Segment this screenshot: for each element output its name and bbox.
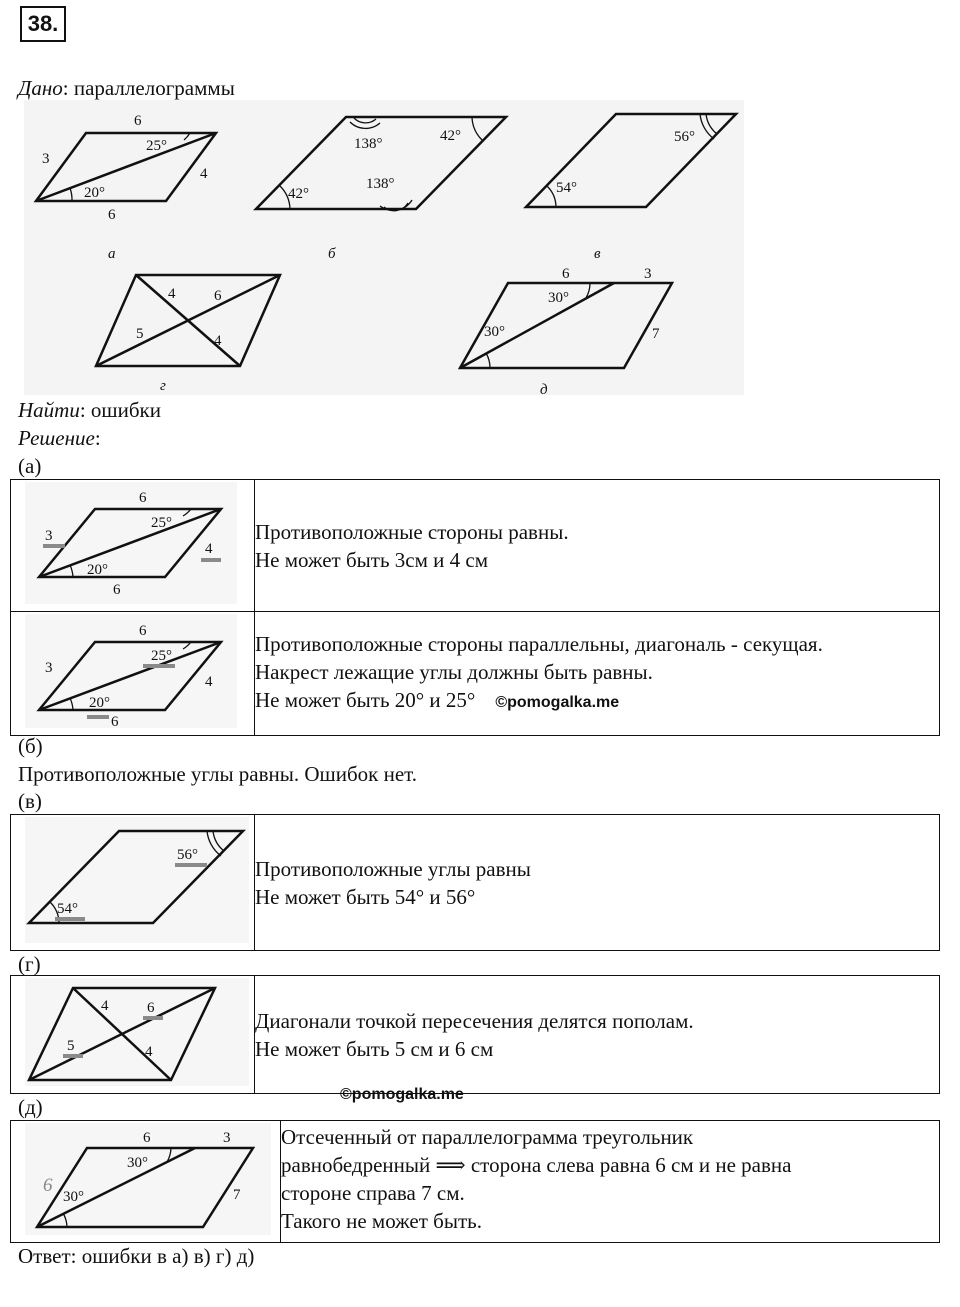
text-line: Не может быть 54° и 56° [255,884,476,909]
fig-a-angle-top: 25° [146,138,167,154]
find-text: : ошибки [79,398,161,422]
fig-a-left: 3 [42,151,50,167]
d-angle-left: 30° [63,1189,84,1205]
table-figure-cell [11,815,255,951]
table-text-cell [255,480,940,612]
part-b-label: (б) [18,734,43,758]
a2-angle-top: 25° [151,648,172,664]
table-row [11,1121,940,1243]
table-figure-cell [11,612,255,736]
fig-v-caption: в [594,246,601,262]
highlight-mark [55,917,85,921]
fig-g-seg-4: 4 [214,333,222,349]
figure-a-angles [11,612,254,730]
table-figure-cell [11,480,255,612]
text-line: Не может быть 5 см и 6 см [255,1036,494,1061]
fig-d-top-2: 3 [644,266,652,282]
solution-line [18,424,101,452]
fig-g-caption: г [160,378,166,394]
fig-g-seg-3: 5 [136,326,144,342]
highlight-mark [63,1054,83,1058]
a2-angle-bottom: 20° [89,695,110,711]
d-top-2: 3 [223,1130,231,1146]
highlight-mark [201,558,221,562]
table-row [11,815,940,951]
table-row [11,976,940,1094]
text-line: Диагонали точкой пересечения делятся пополам. [255,1008,694,1033]
text-line: Отсеченный от параллелограмма треугольник [281,1125,694,1149]
highlight-mark [143,1016,163,1020]
text-line: стороне справа 7 см. [281,1181,465,1205]
table-figure-cell [11,1121,281,1243]
fig-b-caption: б [328,246,336,262]
d-top-1: 6 [143,1130,151,1146]
fig-a-caption: а [108,246,116,262]
fig-d-angle-left: 30° [484,324,505,340]
figure-v-table [11,815,254,945]
fig-b-angle-4: 138° [366,176,395,192]
table-part-v [10,814,940,951]
text-line [255,686,939,717]
fig-a-top: 6 [134,113,142,129]
fig-d-angle-top: 30° [548,290,569,306]
highlight-mark [43,544,65,548]
text-line-value: Не может быть 20° и 25° [255,688,476,712]
g-seg-3: 5 [67,1038,75,1054]
problem-number: 38. [20,6,66,42]
text-line: Такого не может быть. [281,1209,482,1233]
d-left-side: 6 [43,1175,53,1196]
text-line: Противоположные стороны параллельны, диагональ - секущая. [255,632,823,656]
a1-angle-top: 25° [151,515,172,531]
fig-g-seg-2: 6 [214,288,222,304]
given-text: : параллелограммы [62,76,235,100]
watermark-2: ©pomogalka.me [340,1086,464,1103]
table-part-d [10,1120,940,1243]
a1-angle-bottom: 20° [87,562,108,578]
a1-right: 4 [205,541,213,557]
table-row [11,480,940,612]
v-angle-right: 56° [177,847,198,863]
fig-d-caption: д [540,382,548,395]
g-seg-2: 6 [147,1000,155,1016]
text-line: Накрест лежащие углы должны быть равны. [255,660,653,684]
text-line: Не может быть 3см и 4 см [255,547,488,572]
part-d-label: (д) [18,1095,43,1119]
d-angle-top: 30° [127,1155,148,1171]
table-part-g [10,975,940,1094]
part-v-label: (в) [18,789,42,813]
fig-b-angle-1: 138° [354,136,383,152]
fig-d-right: 7 [652,326,660,342]
figure-d-table [11,1121,280,1237]
fig-a-bottom: 6 [108,207,116,223]
figure-a-sides [11,480,254,606]
a1-left: 3 [45,528,53,544]
fig-b-angle-2: 42° [440,128,461,144]
g-seg-1: 4 [101,998,109,1014]
find-label: Найти [18,398,80,422]
given-figures [24,100,744,395]
fig-g-seg-1: 4 [168,286,176,302]
highlight-mark [143,664,175,668]
v-angle-left: 54° [57,901,78,917]
given-label: Дано [18,76,63,100]
given-figures-svg [24,100,744,395]
a1-bottom: 6 [113,582,121,598]
fig-v-angle-left: 54° [556,180,577,196]
fig-a-angle-bottom: 20° [84,185,105,201]
figure-g-table [11,976,254,1088]
solution-label: Решение [18,426,95,450]
table-part-a [10,479,940,736]
part-b-text: Противоположные углы равны. Ошибок нет. [18,762,418,786]
a2-left: 3 [45,660,53,676]
part-g-label: (г) [18,952,41,976]
fig-a-right: 4 [200,166,208,182]
part-a-label: (а) [18,454,42,478]
highlight-mark [87,715,109,719]
figure-g [96,275,280,366]
text-line: равнобедренный ⟹ сторона слева равна 6 см и не равна [281,1153,792,1177]
table-text-cell [255,815,940,951]
answer: Ответ: ошибки в а) в) г) д) [18,1244,255,1268]
text-line: Противоположные стороны равны. [255,519,569,544]
table-row [11,612,940,736]
figure-a [36,133,216,201]
find-line [18,396,161,424]
a2-right: 4 [205,674,213,690]
fig-b-angle-3: 42° [288,186,309,202]
table-text-cell [255,976,940,1094]
table-text-cell [255,612,940,736]
fig-d-top-1: 6 [562,266,570,282]
d-right: 7 [233,1187,241,1203]
a1-top: 6 [139,490,147,506]
table-text-cell [281,1121,940,1243]
table-figure-cell [11,976,255,1094]
watermark: ©pomogalka.me [495,694,620,711]
a2-top: 6 [139,623,147,639]
text-line: Противоположные углы равны [255,856,531,881]
a2-bottom: 6 [111,714,119,730]
highlight-mark [175,863,207,867]
g-seg-4: 4 [145,1044,153,1060]
given-line [18,74,235,102]
fig-v-angle-right: 56° [674,129,695,145]
solution-colon: : [94,426,101,450]
